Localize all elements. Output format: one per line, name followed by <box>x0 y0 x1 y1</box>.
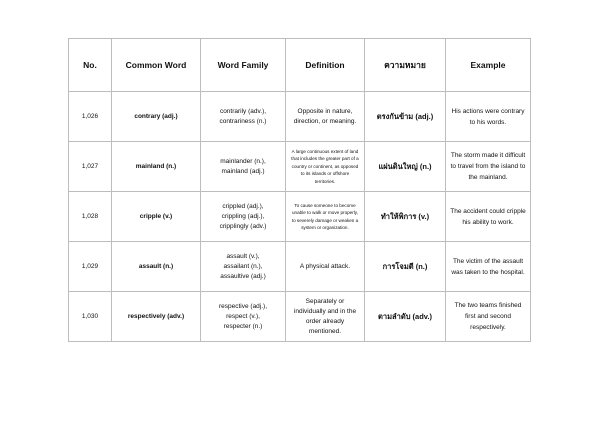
word-family <box>201 242 286 292</box>
common-word: assault (n.) <box>112 242 201 292</box>
example-sentence: The accident could cripple his ability to work. <box>446 192 531 242</box>
thai-meaning: ทำให้พิการ (v.) <box>365 192 446 242</box>
header-common-word: Common Word <box>112 39 201 92</box>
table-row <box>69 292 531 342</box>
definition: To cause someone to become unable to walk or move properly, to severely damage or weaken a system or organization. <box>286 192 365 242</box>
common-word: cripple (v.) <box>112 192 201 242</box>
header-definition: Definition <box>286 39 365 92</box>
word-family-item: respective (adj.), <box>218 302 268 310</box>
thai-meaning: ตามลำดับ (adv.) <box>365 292 446 342</box>
thai-meaning: การโจมตี (n.) <box>365 242 446 292</box>
word-family-item: assault (v.), <box>226 252 260 260</box>
word-family <box>201 142 286 192</box>
example-sentence: The victim of the assault was taken to the hospital. <box>446 242 531 292</box>
row-number: 1,028 <box>69 192 112 242</box>
word-family-item: contrariness (n.) <box>219 117 267 125</box>
row-number: 1,026 <box>69 92 112 142</box>
word-family-item: assailant (n.), <box>223 262 263 270</box>
definition: A large continuous extent of land that includes the greater part of a country or continent, as opposed to its islands or offshore territories. <box>286 142 365 192</box>
row-number: 1,029 <box>69 242 112 292</box>
word-family-item: crippling (adj.), <box>221 212 265 220</box>
definition: A physical attack. <box>286 242 365 292</box>
word-family-item: respect (v.), <box>226 312 260 320</box>
thai-meaning: แผ่นดินใหญ่ (n.) <box>365 142 446 192</box>
word-family-item: mainland (adj.) <box>221 167 265 175</box>
example-sentence: The two teams finished first and second respectively. <box>446 292 531 342</box>
table-row <box>69 92 531 142</box>
header-word-family: Word Family <box>201 39 286 92</box>
word-family-item: mainlander (n.), <box>220 157 266 165</box>
header-example: Example <box>446 39 531 92</box>
row-number: 1,030 <box>69 292 112 342</box>
word-family-item: assaultive (adj.) <box>220 272 266 280</box>
table-row <box>69 192 531 242</box>
header-row <box>69 39 531 92</box>
table-row <box>69 242 531 292</box>
header-no: No. <box>69 39 112 92</box>
vocabulary-table <box>68 38 531 342</box>
common-word: respectively (adv.) <box>112 292 201 342</box>
word-family-item: respecter (n.) <box>223 322 263 330</box>
common-word: contrary (adj.) <box>112 92 201 142</box>
word-family-item: crippled (adj.), <box>222 202 264 210</box>
definition: Opposite in nature, direction, or meaning. <box>286 92 365 142</box>
word-family <box>201 192 286 242</box>
word-family <box>201 92 286 142</box>
definition: Separately or individually and in the order already mentioned. <box>286 292 365 342</box>
header-thai-meaning: ความหมาย <box>365 39 446 92</box>
common-word: mainland (n.) <box>112 142 201 192</box>
example-sentence: The storm made it difficult to travel from the island to the mainland. <box>446 142 531 192</box>
word-family-item: contrarily (adv.), <box>219 107 267 115</box>
thai-meaning: ตรงกันข้าม (adj.) <box>365 92 446 142</box>
row-number: 1,027 <box>69 142 112 192</box>
example-sentence: His actions were contrary to his words. <box>446 92 531 142</box>
word-family-item: cripplingly (adv.) <box>219 222 267 230</box>
word-family <box>201 292 286 342</box>
table-row <box>69 142 531 192</box>
